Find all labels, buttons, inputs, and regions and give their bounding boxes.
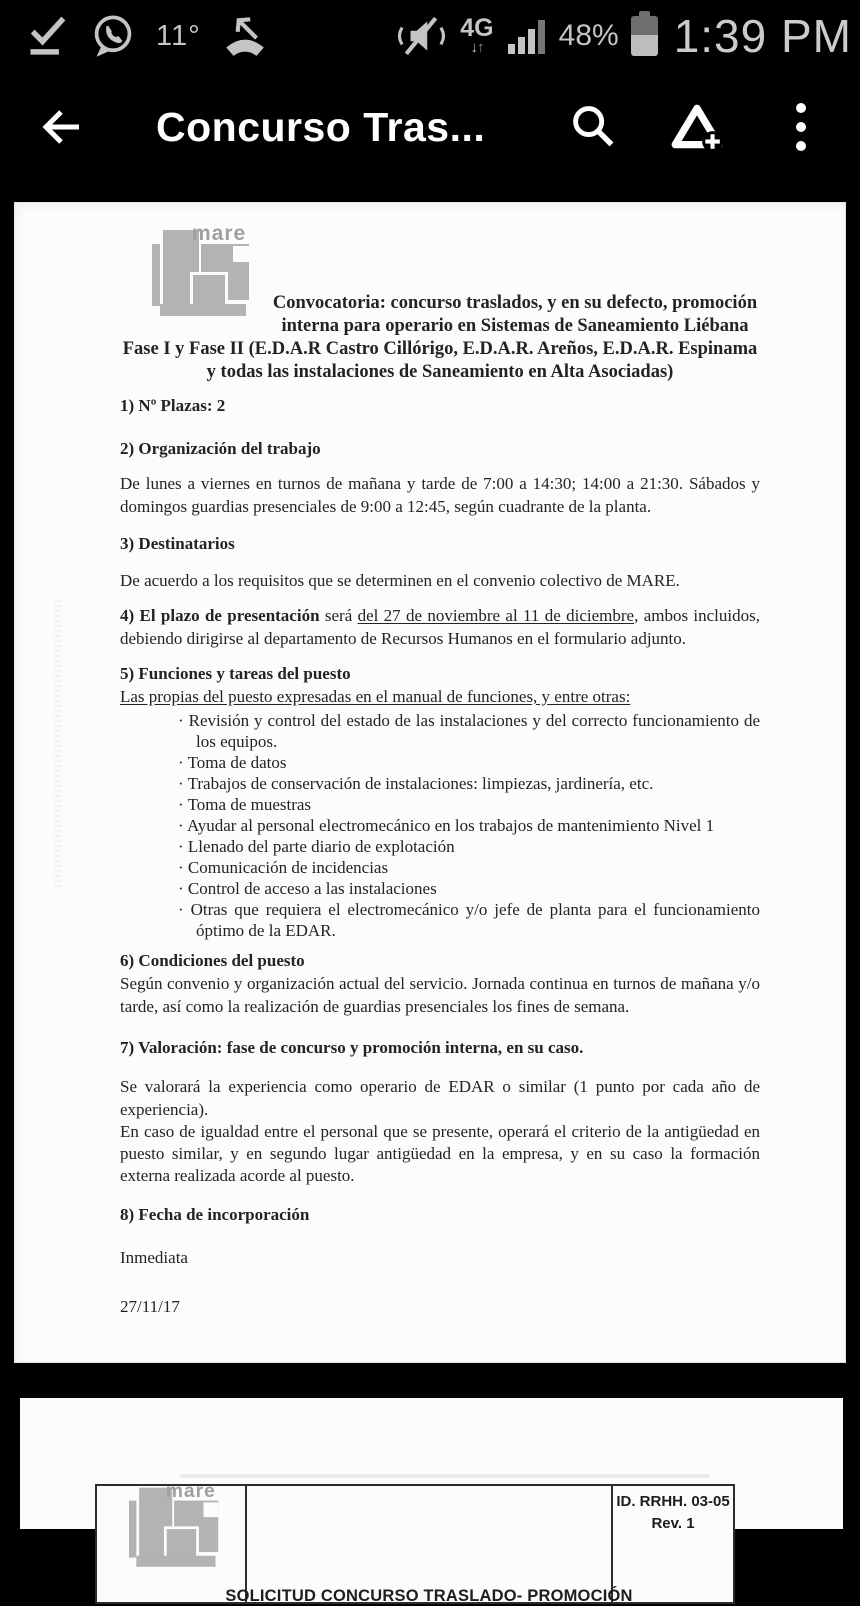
network-type-indicator bbox=[460, 13, 494, 56]
section-3-body: De acuerdo a los requisitos que se determinen en el convenio colectivo de MARE. bbox=[120, 571, 680, 590]
duty-item: · Toma de datos bbox=[166, 752, 760, 773]
section-5-subtitle: Las propias del puesto expresadas en el manual de funciones, y entre otras: bbox=[120, 687, 631, 706]
temperature-indicator: 11° bbox=[156, 19, 201, 52]
document-title: Concurso Tras... bbox=[156, 103, 486, 150]
section-2-body: De lunes a viernes en turnos de mañana y tarde de 7:00 a 14:30; 14:00 a 21:30. Sábados y domingos guardias presenciales de 9:00 a 12:45, según cuadrante de la planta. bbox=[120, 474, 760, 516]
section-5-title: 5) Funciones y tareas del puesto bbox=[120, 664, 351, 683]
logo-block bbox=[136, 1556, 215, 1567]
drive-add-icon bbox=[669, 102, 725, 152]
logo-text-wrap-spacer bbox=[120, 292, 270, 319]
signal-strength-icon bbox=[508, 18, 545, 54]
search-icon bbox=[568, 102, 618, 152]
duty-item: · Revisión y control del estado de las instalaciones y del correcto funcionamiento de los equipos. bbox=[166, 710, 760, 752]
logo-wordmark: mare bbox=[165, 1480, 216, 1502]
add-to-drive-button[interactable] bbox=[668, 98, 726, 156]
missed-call-icon bbox=[221, 13, 269, 59]
back-button[interactable] bbox=[34, 99, 90, 155]
three-dot-menu-icon bbox=[794, 100, 808, 154]
section-4-mid: será bbox=[319, 606, 358, 625]
mare-logo bbox=[129, 1480, 221, 1569]
app-bar bbox=[0, 78, 860, 176]
duty-item: · Comunicación de incidencias bbox=[166, 857, 760, 878]
document-heading: Convocatoria: concurso traslados, y en su defecto, promoción interna para operario en Sistemas de Saneamiento Liébana Fase I y Fase II (E.D.A.R Castro Cillórigo, E.D.A.R. Areños, E.D.A.R. Espinama y todas las instalaciones de Saneamiento en Alta Asociadas) bbox=[122, 293, 758, 382]
section-3-title: 3) Destinatarios bbox=[120, 534, 235, 553]
search-button[interactable] bbox=[564, 98, 622, 156]
section-1-title: 1) Nº Plazas: 2 bbox=[120, 396, 226, 415]
duty-item: · Llenado del parte diario de explotación bbox=[166, 836, 760, 857]
document-body bbox=[14, 202, 846, 1318]
logo-notch bbox=[204, 1502, 219, 1517]
vibrate-mute-icon bbox=[396, 13, 448, 59]
form-revision: Rev. 1 bbox=[651, 1515, 695, 1532]
document-date: 27/11/17 bbox=[120, 1297, 180, 1316]
battery-percent-label: 48% bbox=[558, 19, 619, 52]
duty-item: · Control de acceso a las instalaciones bbox=[166, 878, 760, 899]
section-4-deadline: del 27 de noviembre al 11 de diciembre bbox=[357, 606, 635, 625]
back-arrow-icon bbox=[37, 105, 87, 149]
scan-smudge bbox=[180, 1474, 710, 1478]
section-6-title: 6) Condiciones del puesto bbox=[120, 951, 305, 970]
section-4-title: 4) El plazo de presentación bbox=[120, 606, 320, 625]
form-doc-id: ID. RRHH. 03-05 bbox=[616, 1493, 730, 1510]
logo-block bbox=[129, 1501, 136, 1558]
duty-item: · Trabajos de conservación de instalaciones: limpiezas, jardinería, etc. bbox=[166, 773, 760, 794]
pdf-page-2[interactable] bbox=[20, 1398, 843, 1605]
section-4-rest: , ambos incluidos, debiendo dirigirse al departamento de Recursos Humanos en el formulario adjunto. bbox=[120, 606, 760, 648]
section-7-title: 7) Valoración: fase de concurso y promoción interna, en su caso. bbox=[120, 1038, 584, 1057]
data-activity-arrows: ↓↑ bbox=[470, 38, 484, 56]
section-7-body-1: Se valorará la experiencia como operario de EDAR o similar (1 punto por cada año de experiencia). bbox=[120, 1077, 760, 1119]
battery-icon bbox=[631, 16, 658, 56]
form-logo-cell bbox=[97, 1480, 245, 1602]
duties-list bbox=[166, 710, 760, 941]
form-title: SOLICITUD CONCURSO TRASLADO- PROMOCIÓN bbox=[225, 1587, 633, 1605]
section-4-body bbox=[120, 604, 760, 650]
form-id-cell bbox=[613, 1486, 733, 1602]
section-6-body: Según convenio y organización actual del servicio. Jornada continua en turnos de mañana y/o tarde, así como la realización de guardias presenciales los fines de semana. bbox=[120, 974, 760, 1016]
pdf-page-1[interactable] bbox=[14, 202, 846, 1363]
form-header-table bbox=[95, 1480, 735, 1605]
status-bar bbox=[0, 0, 860, 72]
whatsapp-icon bbox=[90, 13, 136, 59]
download-done-icon bbox=[26, 13, 70, 59]
duty-item: · Otras que requiera el electromecánico y/o jefe de planta para el funcionamiento óptimo de la EDAR. bbox=[166, 899, 760, 941]
status-bar-system bbox=[396, 9, 860, 63]
logo-wordmark: mare bbox=[192, 222, 247, 245]
form-title-cell bbox=[225, 1486, 633, 1605]
network-type-label: 4G bbox=[460, 13, 494, 42]
app-bar-actions bbox=[564, 98, 860, 156]
clock-label: 1:39 PM bbox=[673, 10, 852, 62]
overflow-menu-button[interactable] bbox=[772, 98, 830, 156]
section-8-body: Inmediata bbox=[120, 1248, 188, 1267]
section-7-body-2: En caso de igualdad entre el personal que se presente, operará el criterio de la antigüedad en puesto similar, y en segundo lugar antigüedad en la empresa, y en su caso la formación externa realizada acorde al puesto. bbox=[120, 1122, 760, 1185]
section-2-title: 2) Organización del trabajo bbox=[120, 439, 321, 458]
duty-item: · Toma de muestras bbox=[166, 794, 760, 815]
duty-item: · Ayudar al personal electromecánico en los trabajos de mantenimiento Nivel 1 bbox=[166, 815, 760, 836]
section-8-title: 8) Fecha de incorporación bbox=[120, 1205, 310, 1224]
status-bar-notifications bbox=[0, 13, 269, 59]
